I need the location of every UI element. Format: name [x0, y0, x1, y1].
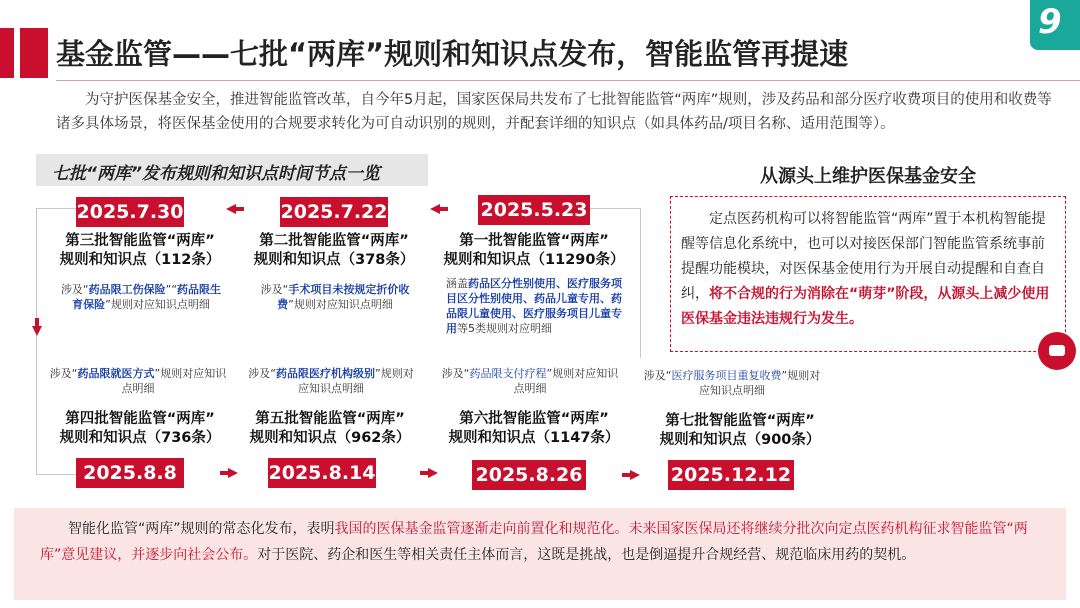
arrow-left-icon [226, 204, 236, 214]
batch-4-title [50, 410, 230, 448]
timeline-frame-bottom [36, 474, 76, 475]
batch-1-title-line1: 第一批智能监管“两库” [459, 233, 609, 249]
arrow-left-icon [430, 204, 440, 214]
page-title: 基金监管——七批“两库”规则和知识点发布，智能监管再提速 [56, 37, 849, 71]
batch-2-title-line1: 第二批智能监管“两库” [259, 233, 409, 249]
batch-4-desc: 涉及“药品限就医方式”规则对应知识点明细 [49, 367, 227, 395]
batch-6-title-line2: 规则和知识点（1147条） [448, 430, 620, 446]
title-divider [56, 80, 1080, 81]
batch-1-title-line2: 规则和知识点（11290条） [443, 252, 625, 268]
batch-2-title-line2: 规则和知识点（378条） [253, 252, 415, 268]
timeline-frame-left [36, 208, 37, 474]
side-panel-text [670, 196, 1066, 352]
conclusion-box [14, 508, 1066, 600]
batch-2-title [248, 232, 420, 270]
arrow-right-icon [630, 470, 640, 480]
batch-5-desc: 涉及“药品限医疗机构级别”规则对应知识点明细 [248, 367, 414, 395]
batch-5-title [240, 410, 420, 448]
title-accent-bar [0, 28, 14, 78]
batch-3-title-line1: 第三批智能监管“两库” [65, 233, 215, 249]
side-panel-text-plain: 定点医药机构可以将智能监管“两库”置于本机构智能提醒等信息化系统中，也可以对接医保部门智能监管系统事前提醒功能模块，对医保基金使用行为开展自动提醒和自查自纠， [681, 211, 1046, 302]
batch-2-desc: 涉及“手术项目未按规定折价收费”规则对应知识点明细 [260, 283, 410, 311]
arrow-right-icon [428, 468, 438, 478]
batch-3-title [50, 232, 230, 270]
batch-7-desc: 涉及“医疗服务项目重复收费”规则对应知识点明细 [643, 369, 821, 397]
date-batch-3: 2025.7.30 [76, 197, 184, 227]
timeline-frame-right [640, 208, 641, 358]
conclusion-text: 智能化监管“两库”规则的常态化发布，表明我国的医保基金监管逐渐走向前置化和规范化。未来国家医保局还将继续分批次向定点医药机构征求智能监管“两库”意见建议，并逐步向社会公布。对于医院、药企和医生等相关责任主体而言，这既是挑战，也是倒逼提升合规经营、规范临床用药的契机。 [40, 521, 1028, 563]
batch-1-desc: 涵盖药品区分性别使用、医疗服务项目区分性别使用、药品儿童专用、药品限儿童使用、医疗服务项目儿童专用等5类规则对应明细 [446, 277, 622, 335]
batch-6-title [436, 410, 632, 448]
date-batch-2: 2025.7.22 [280, 197, 388, 227]
date-batch-7: 2025.12.12 [668, 460, 794, 490]
batch-7-title-line1: 第七批智能监管“两库” [665, 413, 815, 429]
batch-7-title [648, 412, 832, 450]
date-batch-5: 2025.8.14 [268, 458, 376, 488]
batch-3-desc: 涉及“药品限工伤保险”“药品限生育保险”规则对应知识点明细 [60, 283, 222, 311]
arrow-down-icon [32, 326, 42, 336]
title-accent-block [20, 28, 48, 78]
timeline-header [36, 154, 428, 186]
brand-logo [1030, 0, 1080, 50]
batch-5-title-line2: 规则和知识点（962条） [249, 430, 411, 446]
logo-mark: 9 [1038, 2, 1062, 42]
side-panel-title: 从源头上维护医保基金安全 [760, 166, 976, 187]
batch-7-title-line2: 规则和知识点（900条） [659, 432, 821, 448]
intro-paragraph: 为守护医保基金安全，推进智能监管改革，自今年5月起，国家医保局共发布了七批智能监管“两库”规则，涉及药品和部分医疗收费项目的使用和收费等诸多具体场景，将医保基金使用的合规要求转化为可自动识别的规则，并配套详细的知识点（如具体药品/项目名称、适用范围等）。 [56, 92, 1052, 132]
timeline-frame-top-right [590, 208, 640, 209]
side-panel-text-emphasis: 将不合规的行为消除在“萌芽”阶段，从源头上减少使用医保基金违法违规行为发生。 [681, 286, 1050, 327]
batch-5-title-line1: 第五批智能监管“两库” [255, 411, 405, 427]
timeline-frame-top [36, 208, 76, 209]
timeline-header-label: 七批“两库”发布规则和知识点时间节点一览 [52, 164, 380, 184]
batch-4-title-line2: 规则和知识点（736条） [59, 430, 221, 446]
arrow-right-icon [228, 468, 238, 478]
date-batch-4: 2025.8.8 [76, 458, 184, 488]
conclusion-emphasis: 我国的医保基金监管逐渐走向前置化和规范化。未来国家医保局还将继续分批次向定点医药机构征求智能监管“两库”意见建议，并逐步向社会公布。 [40, 521, 1028, 563]
chat-bubble-icon [1038, 332, 1076, 370]
date-batch-1: 2025.5.23 [478, 195, 590, 225]
date-batch-6: 2025.8.26 [472, 460, 586, 490]
batch-4-title-line1: 第四批智能监管“两库” [65, 411, 215, 427]
title-bar [0, 0, 1080, 80]
batch-3-title-line2: 规则和知识点（112条） [59, 252, 221, 268]
batch-1-title [440, 232, 628, 270]
batch-6-title-line1: 第六批智能监管“两库” [459, 411, 609, 427]
batch-6-desc: 涉及“药品限支付疗程”规则对应知识点明细 [441, 367, 619, 395]
